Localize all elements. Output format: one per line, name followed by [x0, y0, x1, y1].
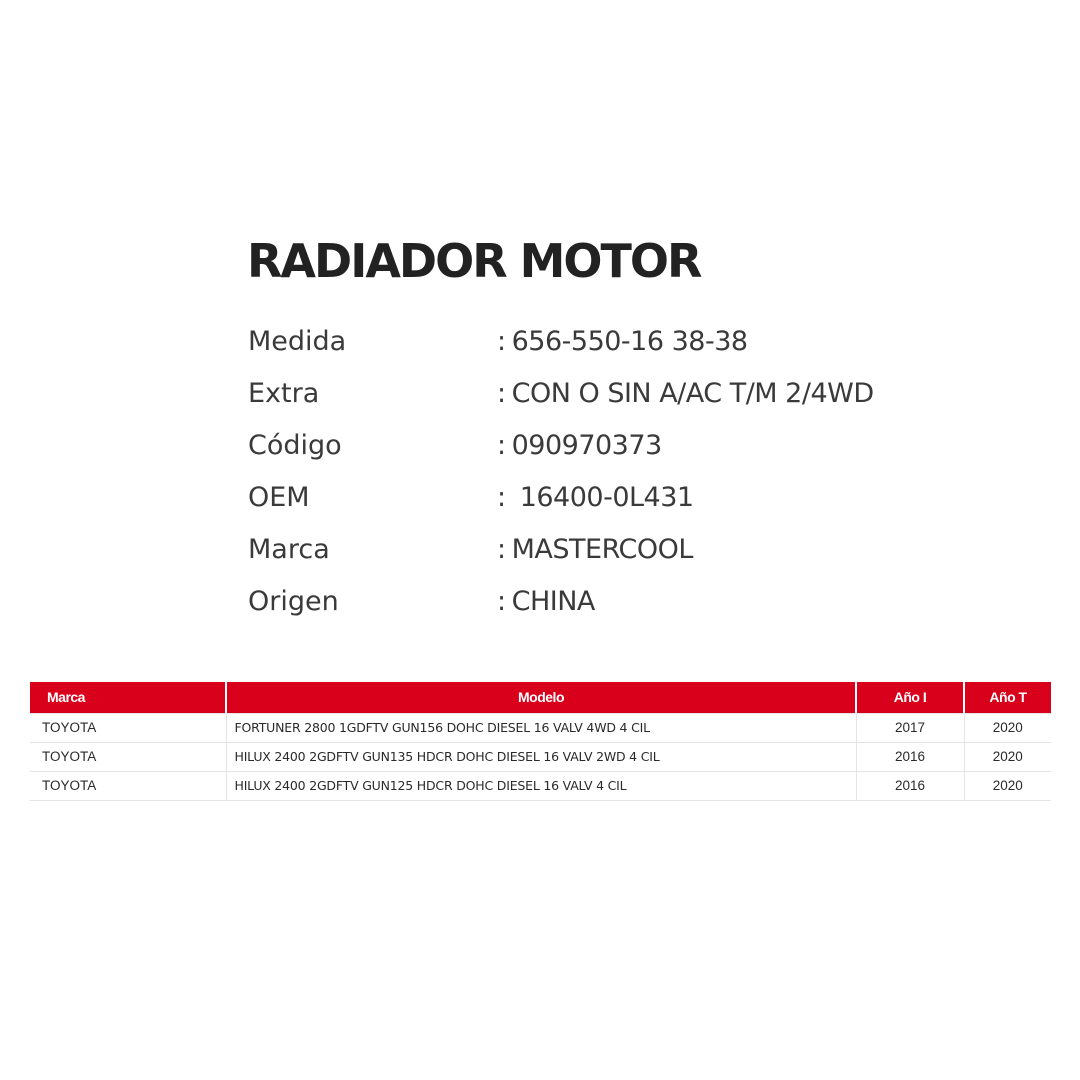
spec-label: Marca: [248, 534, 330, 565]
spec-row-marca: [248, 526, 948, 578]
cell-modelo: FORTUNER 2800 1GDFTV GUN156 DOHC DIESEL 16 VALV 4WD 4 CIL: [226, 713, 856, 742]
column-header-marca: Marca: [30, 682, 226, 713]
cell-marca: TOYOTA: [30, 771, 226, 800]
cell-marca: TOYOTA: [30, 742, 226, 771]
table-row: [30, 713, 1051, 742]
spec-row-extra: [248, 370, 948, 422]
spec-row-oem: [248, 474, 948, 526]
spec-label: Origen: [248, 586, 339, 617]
cell-anio-termino: 2020: [964, 771, 1051, 800]
column-header-anio-inicio: Año I: [856, 682, 964, 713]
spec-value: 090970373: [511, 430, 662, 461]
spec-value: 16400-0L431: [511, 482, 694, 513]
table-header-row: [30, 682, 1051, 713]
spec-value-wrap: : 16400-0L431: [497, 482, 694, 513]
cell-marca: TOYOTA: [30, 713, 226, 742]
spec-list: [248, 318, 948, 630]
spec-value: MASTERCOOL: [511, 534, 693, 565]
spec-value-wrap: : CHINA: [497, 586, 595, 617]
spec-label: Extra: [248, 378, 320, 409]
spec-value-wrap: : 656-550-16 38-38: [497, 326, 748, 357]
cell-anio-inicio: 2017: [856, 713, 964, 742]
spec-row-medida: [248, 318, 948, 370]
cell-anio-termino: 2020: [964, 742, 1051, 771]
product-title: RADIADOR MOTOR: [247, 234, 701, 288]
spec-label: Medida: [248, 326, 347, 357]
cell-modelo: HILUX 2400 2GDFTV GUN125 HDCR DOHC DIESEL 16 VALV 4 CIL: [226, 771, 856, 800]
spec-row-codigo: [248, 422, 948, 474]
cell-anio-inicio: 2016: [856, 771, 964, 800]
spec-value-wrap: : 090970373: [497, 430, 662, 461]
spec-row-origen: [248, 578, 948, 630]
spec-value-wrap: : CON O SIN A/AC T/M 2/4WD: [497, 378, 874, 409]
spec-value: CON O SIN A/AC T/M 2/4WD: [511, 378, 874, 409]
table-row: [30, 742, 1051, 771]
cell-modelo: HILUX 2400 2GDFTV GUN135 HDCR DOHC DIESEL 16 VALV 2WD 4 CIL: [226, 742, 856, 771]
column-header-modelo: Modelo: [226, 682, 856, 713]
table-row: [30, 771, 1051, 800]
cell-anio-inicio: 2016: [856, 742, 964, 771]
spec-label: OEM: [248, 482, 310, 513]
spec-label: Código: [248, 430, 342, 461]
column-header-anio-termino: Año T: [964, 682, 1051, 713]
spec-value: CHINA: [511, 586, 595, 617]
spec-value: 656-550-16 38-38: [511, 326, 748, 357]
cell-anio-termino: 2020: [964, 713, 1051, 742]
spec-value-wrap: : MASTERCOOL: [497, 534, 693, 565]
vehicle-compatibility-table: [30, 682, 1051, 801]
